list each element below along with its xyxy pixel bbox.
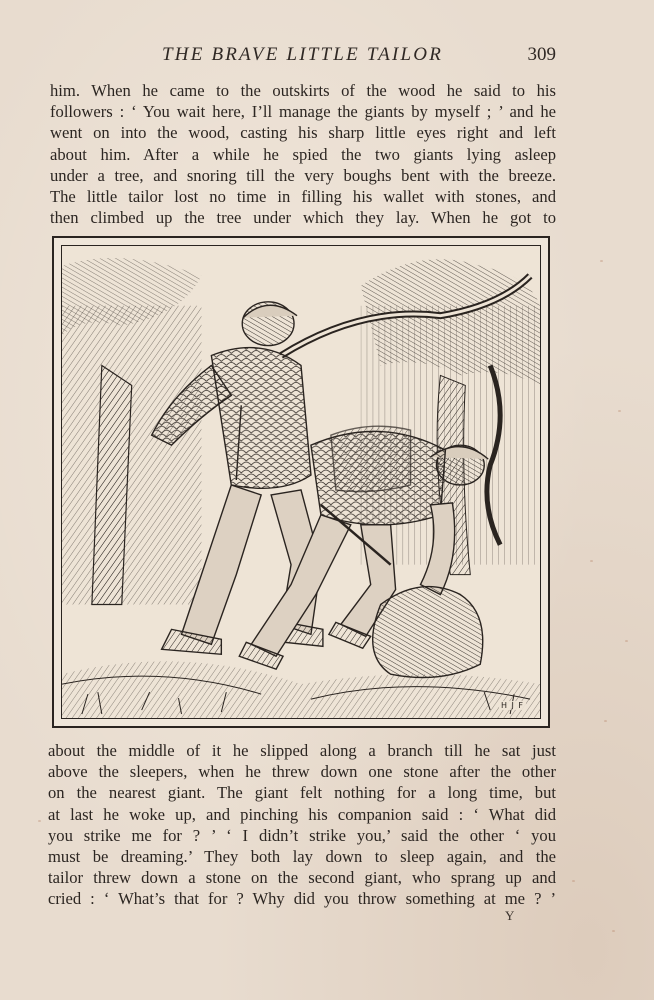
- text-line: went on into the wood, casting his sharp little eyes right and left: [50, 123, 556, 143]
- text-line: at last he woke up, and pinching his companion said : ‘ What did: [48, 804, 556, 824]
- signature-mark: Y: [505, 908, 515, 923]
- page-number: 309: [527, 44, 556, 65]
- paper-speck: [572, 880, 575, 882]
- paper-speck: [604, 720, 607, 722]
- text-line: under a tree, and snoring till the very boughs bent with the breeze.: [50, 165, 556, 185]
- paper-speck: [612, 930, 615, 932]
- illustration-frame: [52, 236, 550, 728]
- paper-speck: [590, 560, 593, 562]
- text-line: cried : ‘ What’s that for ? Why did you throw something at me ? ’: [48, 889, 556, 909]
- tree-stump: [373, 587, 483, 678]
- paragraph-bottom: [48, 740, 556, 910]
- paper-speck: [600, 260, 603, 262]
- paper-speck: [38, 820, 41, 822]
- text-line: then climbed up the tree under which they lay. When he got to: [50, 208, 556, 228]
- running-header: [50, 44, 556, 68]
- illustration-giants-sleeping: [61, 245, 541, 719]
- forest-left-shading: [62, 306, 201, 605]
- text-line: on the nearest giant. The giant felt nothing for a long time, but: [48, 783, 556, 803]
- text-line: The little tailor lost no time in filling his wallet with stones, and: [50, 187, 556, 207]
- text-line: him. When he came to the outskirts of the wood he said to his: [50, 81, 556, 100]
- text-line: above the sleepers, when he threw down one stone after the other: [48, 762, 556, 782]
- text-line: you strike me for ? ’ ‘ I didn’t strike you,’ said the other ‘ you: [48, 825, 556, 845]
- paper-speck: [618, 410, 621, 412]
- paragraph-top: [50, 80, 556, 228]
- illustration-drawing: [62, 246, 540, 718]
- artist-initials: H J F: [500, 701, 524, 710]
- text-line: must be dreaming.’ They both lay down to sleep again, and the: [48, 847, 556, 867]
- text-line: about the middle of it he slipped along a branch till he sat just: [48, 741, 556, 760]
- running-title: THE BRAVE LITTLE TAILOR: [162, 44, 444, 65]
- text-line: about him. After a while he spied the two giants lying asleep: [50, 144, 556, 164]
- text-line: tailor threw down a stone on the second giant, who sprang up and: [48, 868, 556, 888]
- paper-speck: [625, 640, 628, 642]
- text-line: followers : ‘ You wait here, I’ll manage the giants by myself ; ’ and he: [50, 102, 556, 122]
